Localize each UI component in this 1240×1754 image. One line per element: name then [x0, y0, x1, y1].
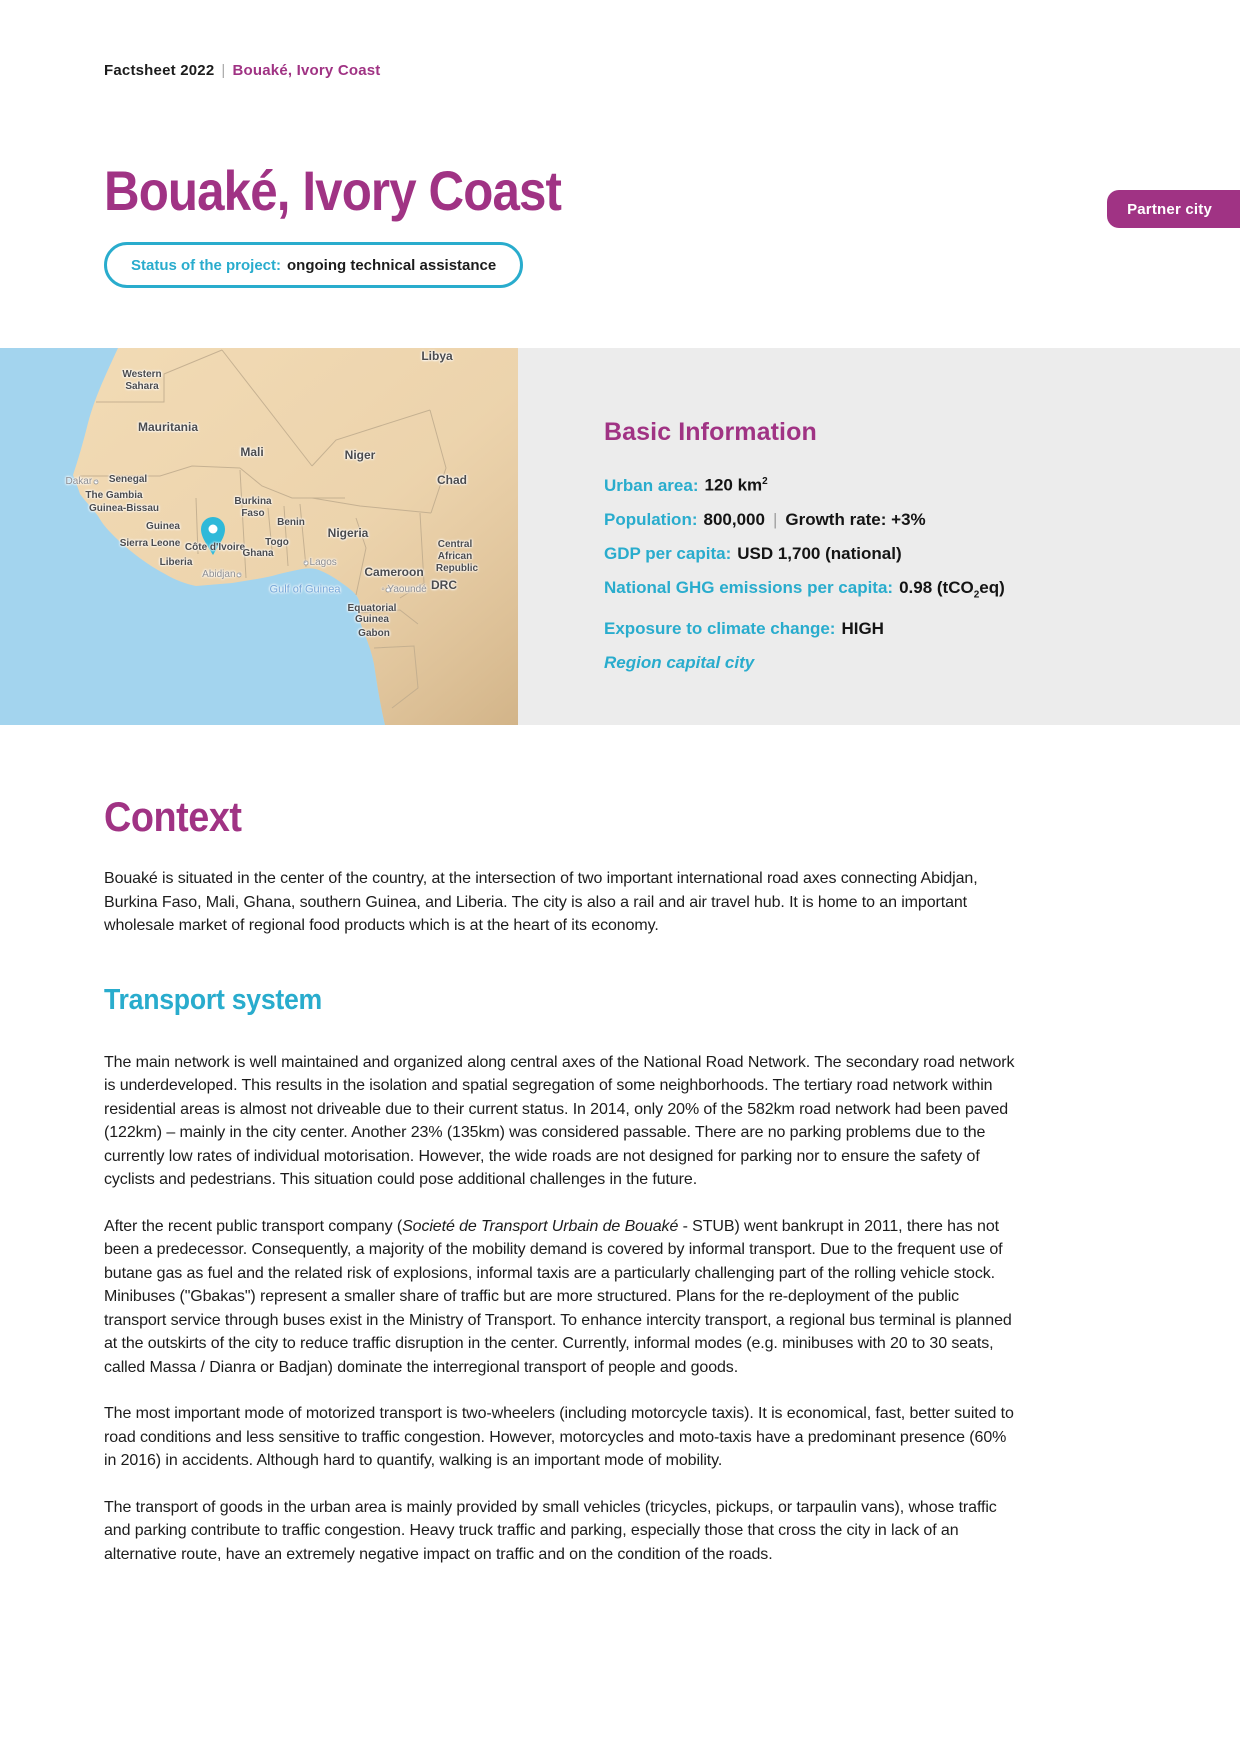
info-row-gdp — [604, 537, 1200, 571]
west-africa-map — [0, 348, 518, 725]
meta-separator: | — [221, 62, 226, 79]
gdp-label: GDP per capita: — [604, 543, 732, 563]
map-label: ◦ Yaoundé — [381, 584, 427, 595]
status-label: Status of the project: — [131, 256, 282, 274]
population-label: Population: — [604, 509, 698, 529]
population-divider: | — [772, 509, 778, 529]
map-label: Sahara — [125, 381, 159, 392]
header-meta — [104, 62, 381, 79]
info-row-exposure — [604, 612, 1200, 646]
transport-paragraph-3: The most important mode of motorized transport is two-wheelers (including motorcycle taxis). It is economical, fast, better suited to road conditions and less sensitive to traffic congestion. However, motorcycles and moto-taxis have a predominant presence (60% in 2016) in accidents. Although hard to quantify, walking is an important mode of mobility. — [104, 1405, 1014, 1469]
context-heading: Context — [104, 793, 242, 840]
transport-paragraph-1: The main network is well maintained and organized along central axes of the National Road Network. The secondary road network is underdeveloped. This results in the isolation and spatial segregation of some neighborhoods. The tertiary road network within residential areas is almost not driveable due to their current status. In 2014, only 20% of the 582km road network had been paved (122km) – mainly in the city center. Another 23% (135km) was considered passable. There are no parking problems due to the currently low rates of individual motorisation. However, the wide roads are not designed for parking nor to ensure the safety of cyclists and pedestrians. This situation could pose additional challenges in the future. — [104, 1053, 1015, 1188]
map-label: Western — [122, 369, 162, 380]
region-capital-note: Region capital city — [604, 653, 755, 673]
ghg-label: National GHG emissions per capita: — [604, 577, 894, 597]
map-label: Guinea-Bissau — [88, 503, 160, 514]
map-label: Guinea — [146, 521, 180, 532]
p2-text-post: - STUB) went bankrupt in 2011, there has not been a predecessor. Consequently, a majority of the mobility demand is covered by informal transport. Due to the frequent use of butane gas as fuel and the related risk of explosions, informal taxis are a particularly challenging part of the rolling vehicle stock. Minibuses ("Gbakas") represent a smaller share of traffic but are more structured. Plans for the re-deployment of the public transport service through buses exist in the Ministry of Transport. To enhance intercity transport, a regional bus terminal is planned at the outskirts of the city to reduce traffic disruption in the center. Currently, informal modes (e.g. minibuses with 20 to 30 seats, called Massa / Dianra or Badjan) dominate the interregional transport of people and goods. — [104, 1217, 1012, 1376]
map-label: Ghana — [242, 548, 274, 559]
project-status-pill — [104, 242, 523, 288]
map-label: Faso — [241, 508, 265, 519]
map-label: Dakar ◦ — [65, 476, 99, 487]
transport-system-heading: Transport system — [104, 983, 323, 1016]
urban-area-label: Urban area: — [604, 475, 699, 495]
ghg-subscript: 2 — [973, 589, 980, 601]
p2-text-pre: After the recent public transport company ( — [104, 1217, 403, 1235]
map-label: Sierra Leone — [119, 538, 181, 549]
main-content — [104, 793, 1020, 1589]
map-label: Abidjan ◦ — [202, 569, 242, 580]
p2-company-name-italic: Societé de Transport Urbain de Bouaké — [402, 1217, 679, 1235]
map-label: Benin — [277, 517, 305, 528]
map-label: Côte d'Ivoire — [184, 542, 246, 553]
context-paragraph: Bouaké is situated in the center of the country, at the intersection of two important international road axes connecting Abidjan, Burkina Faso, Mali, Ghana, southern Guinea, and Liberia. The city is also a rail and air travel hub. It is home to an important wholesale market of regional food products which is at the heart of its economy. — [104, 870, 978, 934]
map-info-band — [0, 348, 1240, 725]
map-label: Gabon — [358, 628, 390, 639]
transport-paragraph-2 — [104, 1215, 1020, 1380]
map-graphic — [0, 348, 518, 725]
map-label: Cameroon — [364, 565, 424, 579]
transport-paragraph-4: The transport of goods in the urban area is mainly provided by small vehicles (tricycles, pickups, or tarpaulin vans), whose traffic and parking contribute to traffic congestion. Heavy truck traffic and parking, especially those that cross the city in lack of an alternative route, have an extremely negative impact on traffic and on the condition of the roads. — [104, 1498, 997, 1563]
map-label: Gulf of Guinea — [269, 583, 341, 596]
urban-area-superscript: 2 — [762, 476, 768, 487]
map-label: Central — [437, 539, 473, 550]
map-label: Senegal — [108, 474, 148, 485]
ghg-value: 0.98 (tCO — [899, 577, 974, 597]
urban-area-value: 120 km — [704, 475, 763, 495]
basic-info-panel — [518, 348, 1240, 725]
map-label: Mauritania — [137, 420, 199, 434]
map-label: Burkina — [234, 496, 272, 507]
factsheet-year-label: Factsheet 2022 — [104, 62, 215, 79]
population-value: 800,000 — [703, 509, 765, 529]
map-label: Mali — [240, 445, 264, 459]
info-row-population — [604, 503, 1200, 537]
map-label: African — [437, 551, 473, 562]
info-row-urban-area — [604, 465, 1200, 503]
map-label: Togo — [265, 537, 289, 548]
info-row-ghg — [604, 571, 1200, 612]
map-label: Chad — [437, 473, 467, 487]
gdp-value: USD 1,700 (national) — [737, 543, 902, 563]
exposure-value: HIGH — [841, 619, 884, 639]
map-label: The Gambia — [85, 490, 143, 501]
meta-city-label: Bouaké, Ivory Coast — [232, 62, 381, 79]
ghg-value-unit: eq) — [979, 577, 1005, 597]
growth-rate-value: Growth rate: +3% — [785, 509, 926, 529]
page-title: Bouaké, Ivory Coast — [104, 159, 562, 222]
map-label: Equatorial — [347, 603, 397, 614]
map-label: Liberia — [159, 557, 193, 568]
map-label: DRC — [431, 578, 457, 592]
status-value: ongoing technical assistance — [287, 256, 497, 274]
map-label: ◦ Lagos — [303, 557, 337, 568]
map-label: Nigeria — [327, 526, 369, 540]
exposure-label: Exposure to climate change: — [604, 619, 836, 639]
map-label: Guinea — [355, 614, 389, 625]
map-label: Niger — [344, 448, 376, 462]
map-label: Republic — [435, 563, 479, 574]
map-label: Libya — [421, 349, 453, 363]
basic-info-heading: Basic Information — [604, 418, 817, 446]
partner-city-badge: Partner city — [1107, 190, 1240, 228]
